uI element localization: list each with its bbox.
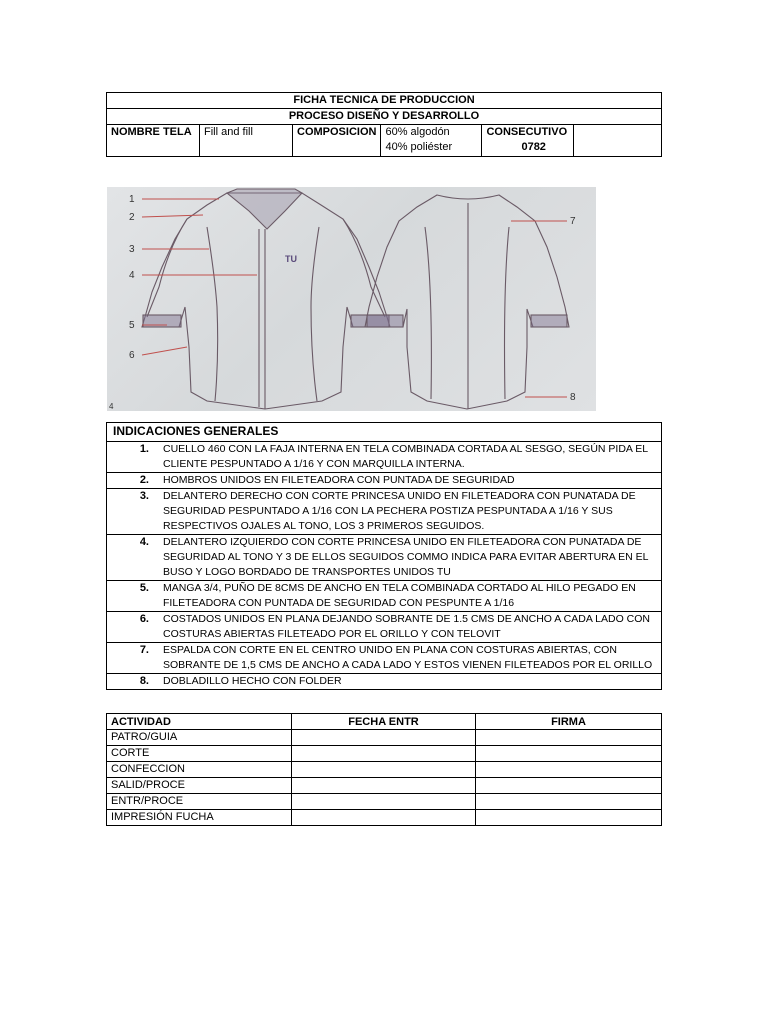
indicacion-number: 4. bbox=[107, 535, 158, 581]
indicacion-number: 1. bbox=[107, 442, 158, 473]
back-cuff-left bbox=[367, 315, 403, 327]
header-info-row bbox=[107, 125, 662, 157]
document-subtitle: PROCESO DISEÑO Y DESARROLLO bbox=[107, 109, 662, 125]
actividad-cell: CORTE bbox=[107, 746, 292, 762]
fecha-cell[interactable] bbox=[292, 746, 476, 762]
indicacion-number: 6. bbox=[107, 612, 158, 643]
indicaciones-table bbox=[106, 422, 662, 690]
consecutivo-label: CONSECUTIVO bbox=[486, 126, 568, 138]
callout-label-5: 5 bbox=[129, 320, 135, 331]
firma-cell[interactable] bbox=[476, 778, 662, 794]
callout-label-7: 7 bbox=[570, 216, 576, 227]
composicion-label: COMPOSICION bbox=[293, 125, 381, 157]
indicacion-row bbox=[107, 612, 662, 643]
firma-cell[interactable] bbox=[476, 730, 662, 746]
indicacion-row bbox=[107, 473, 662, 489]
header-table bbox=[106, 92, 662, 157]
indicacion-row bbox=[107, 581, 662, 612]
indicacion-text: HOMBROS UNIDOS EN FILETEADORA CON PUNTADA DE SEGURIDAD bbox=[157, 473, 662, 489]
firma-cell[interactable] bbox=[476, 746, 662, 762]
callout-label-6: 6 bbox=[129, 350, 135, 361]
header-title-row bbox=[107, 93, 662, 109]
indicacion-number: 5. bbox=[107, 581, 158, 612]
embroidered-logo: TU bbox=[285, 254, 297, 264]
table-row bbox=[107, 746, 662, 762]
table-row bbox=[107, 810, 662, 826]
consecutivo-cell bbox=[482, 125, 574, 157]
callout-arrow-6 bbox=[142, 347, 187, 355]
front-princess-seam-right bbox=[311, 227, 319, 401]
actividades-header-row bbox=[107, 714, 662, 730]
indicacion-number: 7. bbox=[107, 643, 158, 674]
indicacion-row bbox=[107, 643, 662, 674]
front-collar bbox=[227, 189, 302, 229]
indicaciones-heading: INDICACIONES GENERALES bbox=[107, 423, 662, 442]
fecha-cell[interactable] bbox=[292, 730, 476, 746]
fecha-cell[interactable] bbox=[292, 810, 476, 826]
col-header-actividad: ACTIVIDAD bbox=[107, 714, 292, 730]
firma-cell[interactable] bbox=[476, 762, 662, 778]
indicacion-row bbox=[107, 489, 662, 535]
table-row bbox=[107, 794, 662, 810]
indicacion-text: DELANTERO DERECHO CON CORTE PRINCESA UNIDO EN FILETEADORA CON PUNATADA DE SEGURIDAD PESPUNTADO A 1/16 CON LA PECHERA POSTIZA PESPUNTADA A 1/16 Y SUS RESPECTIVOS OJALES AL TONO, LOS 3 PRIMEROS SEGUIDOS. bbox=[157, 489, 662, 535]
indicacion-text: CUELLO 460 CON LA FAJA INTERNA EN TELA COMBINADA CORTADA AL SESGO, SEGÚN PIDA EL CLIENTE PESPUNTADO A 1/16 Y CON MARQUILLA INTERNA. bbox=[157, 442, 662, 473]
actividad-cell: SALID/PROCE bbox=[107, 778, 292, 794]
nombre-tela-label: NOMBRE TELA bbox=[107, 125, 200, 157]
callout-label-8: 8 bbox=[570, 392, 576, 403]
front-sleeve-left bbox=[147, 219, 187, 317]
composicion-line-1: 60% algodón bbox=[385, 126, 450, 138]
indicacion-text: COSTADOS UNIDOS EN PLANA DEJANDO SOBRANTE DE 1.5 CMS DE ANCHO A CADA LADO CON COSTURAS ABIERTAS FILETEADO POR EL ORILLO Y CON TELOVIT bbox=[157, 612, 662, 643]
col-header-firma: FIRMA bbox=[476, 714, 662, 730]
callout-label-1: 1 bbox=[129, 194, 135, 205]
sketch-corner-mark: 4 bbox=[109, 402, 114, 411]
fecha-cell[interactable] bbox=[292, 778, 476, 794]
actividad-cell: ENTR/PROCE bbox=[107, 794, 292, 810]
indicacion-text: ESPALDA CON CORTE EN EL CENTRO UNIDO EN PLANA CON COSTURAS ABIERTAS, CON SOBRANTE DE 1,5 CMS DE ANCHO A CADA LADO Y ESTOS VIENEN FILETEADOS POR EL ORILLO bbox=[157, 643, 662, 674]
actividades-table bbox=[106, 713, 662, 826]
table-row bbox=[107, 730, 662, 746]
indicacion-text: DOBLADILLO HECHO CON FOLDER bbox=[157, 674, 662, 690]
actividad-cell: CONFECCION bbox=[107, 762, 292, 778]
firma-cell[interactable] bbox=[476, 810, 662, 826]
callout-label-4: 4 bbox=[129, 270, 135, 281]
indicacion-row bbox=[107, 674, 662, 690]
back-seam-left bbox=[425, 227, 431, 399]
nombre-tela-value: Fill and fill bbox=[200, 125, 293, 157]
callout-label-2: 2 bbox=[129, 212, 135, 223]
callout-label-3: 3 bbox=[129, 244, 135, 255]
empty-cell bbox=[574, 125, 662, 157]
indicaciones-header-row bbox=[107, 423, 662, 442]
actividad-cell: PATRO/GUIA bbox=[107, 730, 292, 746]
indicacion-number: 8. bbox=[107, 674, 158, 690]
indicacion-text: DELANTERO IZQUIERDO CON CORTE PRINCESA UNIDO EN FILETEADORA CON PUNATADA DE SEGURIDAD AL TONO Y 3 DE ELLOS SEGUIDOS COMMO INDICA PARA EVITAR ABERTURA EN EL BUSO Y LOGO BORDADO DE TRANSPORTES UNIDOS TU bbox=[157, 535, 662, 581]
col-header-fecha: FECHA ENTR bbox=[292, 714, 476, 730]
header-subtitle-row bbox=[107, 109, 662, 125]
firma-cell[interactable] bbox=[476, 794, 662, 810]
fecha-cell[interactable] bbox=[292, 794, 476, 810]
composicion-line-2: 40% poliéster bbox=[385, 141, 453, 153]
front-placket bbox=[259, 229, 265, 409]
indicacion-text: MANGA 3/4, PUÑO DE 8CMS DE ANCHO EN TELA COMBINADA CORTADO AL HILO PEGADO EN FILETEADORA CON PUNTADA DE SEGURIDAD CON PESPUNTE A 1/16 bbox=[157, 581, 662, 612]
back-seam-right bbox=[505, 227, 510, 399]
back-cuff-right bbox=[531, 315, 567, 327]
indicacion-row bbox=[107, 535, 662, 581]
indicacion-number: 3. bbox=[107, 489, 158, 535]
garment-sketch bbox=[107, 187, 596, 411]
fecha-cell[interactable] bbox=[292, 762, 476, 778]
composicion-value bbox=[381, 125, 482, 157]
callout-arrow-2 bbox=[142, 215, 203, 217]
front-princess-seam-left bbox=[207, 227, 218, 401]
actividad-cell: IMPRESIÓN FUCHA bbox=[107, 810, 292, 826]
back-body-outline bbox=[365, 195, 569, 409]
consecutivo-value: 0782 bbox=[521, 141, 546, 153]
table-row bbox=[107, 762, 662, 778]
indicacion-number: 2. bbox=[107, 473, 158, 489]
table-row bbox=[107, 778, 662, 794]
garment-technical-drawing bbox=[107, 187, 596, 411]
indicacion-row bbox=[107, 442, 662, 473]
front-sleeve-right bbox=[343, 219, 385, 317]
document-title: FICHA TECNICA DE PRODUCCION bbox=[107, 93, 662, 109]
